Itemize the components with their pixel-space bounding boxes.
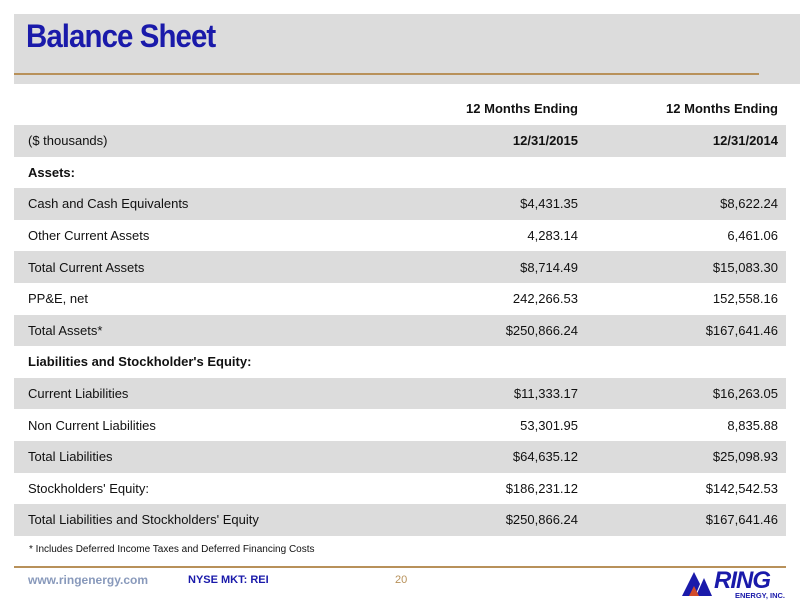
logo-wordmark: RING: [714, 567, 770, 594]
header-col-2014: 12 Months Ending: [666, 101, 778, 116]
row-label: Liabilities and Stockholder's Equity:: [28, 354, 252, 370]
value-2015: $64,635.12: [314, 441, 586, 473]
date-2015: 12/31/2015: [314, 125, 586, 157]
header-row: [14, 92, 786, 125]
table-row: [14, 283, 786, 315]
table-row: [14, 473, 786, 505]
table-row: [14, 441, 786, 473]
section-row: [14, 157, 786, 189]
value-2015: $250,866.24: [314, 504, 586, 536]
row-label: Other Current Assets: [28, 228, 150, 244]
table-row: [14, 220, 786, 252]
units-label: ($ thousands): [14, 125, 314, 157]
row-label: Assets:: [28, 164, 75, 180]
value-2014: $167,641.46: [586, 315, 786, 347]
value-2014: $15,083.30: [586, 251, 786, 283]
ticker-symbol: NYSE MKT: REI: [188, 574, 269, 586]
header-col-2015: 12 Months Ending: [466, 101, 578, 116]
header-label: [14, 92, 314, 125]
page-title: Balance Sheet: [26, 18, 216, 54]
page-number: 20: [395, 574, 408, 586]
balance-sheet-table: [14, 92, 786, 536]
value-2015: $8,714.49: [314, 251, 586, 283]
website-link[interactable]: www.ringenergy.com: [28, 573, 149, 587]
date-row: [14, 125, 786, 157]
logo-subtext: ENERGY, INC.: [735, 591, 786, 600]
table-row: [14, 409, 786, 441]
row-label: PP&E, net: [28, 291, 88, 307]
value-2014: $8,622.24: [586, 188, 786, 220]
value-2015: [314, 346, 586, 378]
value-2015: 4,283.14: [527, 228, 578, 244]
value-2015: 242,266.53: [512, 291, 578, 307]
row-label: Current Liabilities: [14, 378, 314, 410]
row-label: Total Liabilities and Stockholders' Equity: [14, 504, 314, 536]
header-rule: [14, 73, 759, 75]
row-label: Cash and Cash Equivalents: [14, 188, 314, 220]
row-label: Total Current Assets: [14, 251, 314, 283]
value-2015: [314, 157, 586, 189]
date-2014: 12/31/2014: [586, 125, 786, 157]
table-row: [14, 188, 786, 220]
value-2014: $142,542.53: [705, 480, 778, 496]
value-2014: 152,558.16: [712, 291, 778, 307]
value-2015: $11,333.17: [314, 378, 586, 410]
value-2015: $4,431.35: [314, 188, 586, 220]
value-2015: $250,866.24: [314, 315, 586, 347]
value-2015: 53,301.95: [520, 417, 578, 433]
table-row: [14, 315, 786, 347]
value-2014: 8,835.88: [727, 417, 778, 433]
footer-rule: [14, 566, 786, 568]
table-row: [14, 504, 786, 536]
row-label: Stockholders' Equity:: [28, 480, 149, 496]
row-label: Non Current Liabilities: [28, 417, 156, 433]
value-2015: $186,231.12: [505, 480, 578, 496]
table-row: [14, 378, 786, 410]
table-row: [14, 251, 786, 283]
ring-logo-icon: [680, 568, 714, 598]
value-2014: 6,461.06: [727, 228, 778, 244]
value-2014: $16,263.05: [586, 378, 786, 410]
section-row: [14, 346, 786, 378]
row-label: Total Liabilities: [14, 441, 314, 473]
footnote: * Includes Deferred Income Taxes and Deferred Financing Costs: [29, 544, 315, 555]
row-label: Total Assets*: [14, 315, 314, 347]
value-2014: [586, 346, 786, 378]
value-2014: $25,098.93: [586, 441, 786, 473]
value-2014: $167,641.46: [586, 504, 786, 536]
company-logo: [680, 567, 790, 599]
value-2014: [586, 157, 786, 189]
